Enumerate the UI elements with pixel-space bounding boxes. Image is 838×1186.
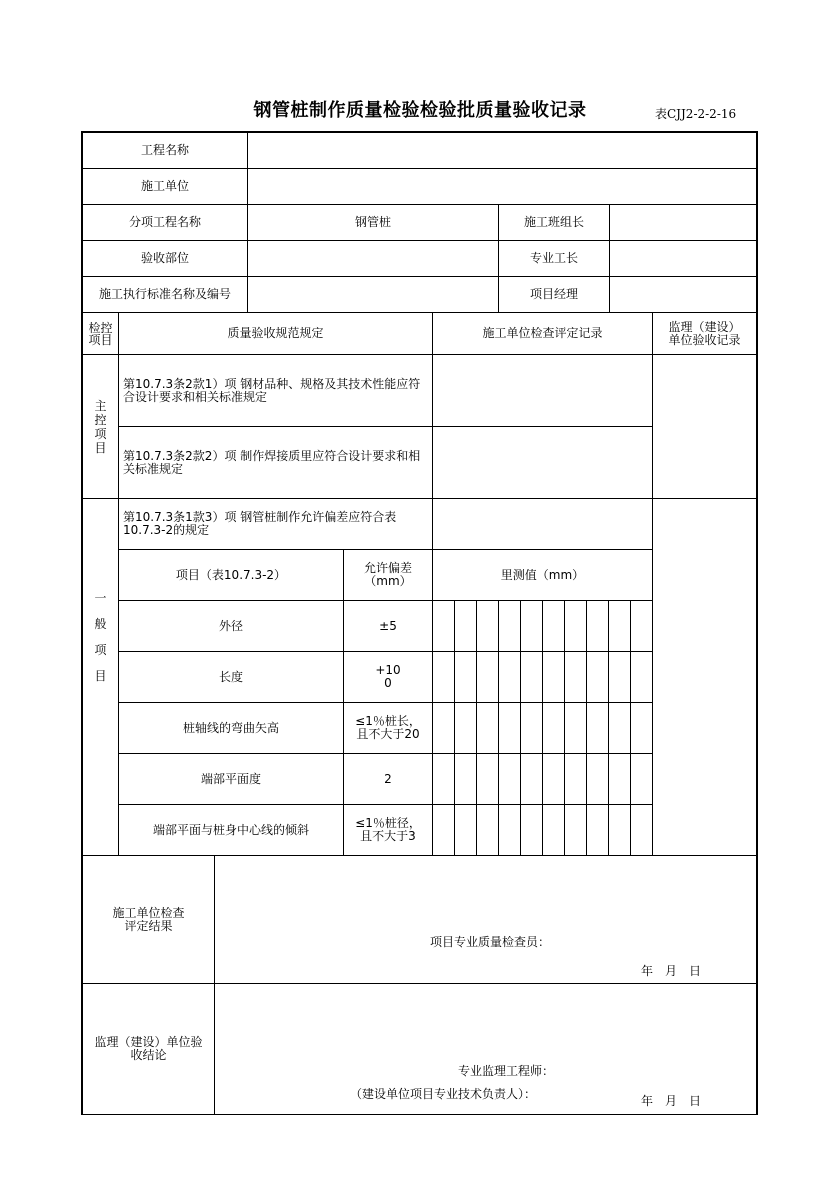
- category-header: 检控项目: [82, 312, 119, 355]
- measurement-cell[interactable]: [564, 804, 587, 856]
- inspector-label: 项目专业质量检查员：: [430, 935, 551, 949]
- project-name-field[interactable]: [247, 132, 757, 169]
- general-item-name: 桩轴线的弯曲矢高: [118, 702, 344, 754]
- measurement-cell[interactable]: [630, 702, 653, 754]
- general-item-tolerance: ≤1％桩长， 且不大于20: [343, 702, 433, 754]
- measurement-cell[interactable]: [432, 804, 455, 856]
- measurement-cell[interactable]: [564, 651, 587, 703]
- form-code: 表CJJ2-2-2-16: [655, 107, 737, 121]
- measurement-cell[interactable]: [586, 702, 609, 754]
- measurement-cell[interactable]: [586, 600, 609, 652]
- general-items-label: 一般项目: [82, 498, 119, 856]
- general-item-tolerance: ±5: [343, 600, 433, 652]
- supervisor-date[interactable]: 年 月 日: [641, 1094, 702, 1108]
- measurement-cell[interactable]: [608, 600, 631, 652]
- manager-field[interactable]: [609, 276, 757, 313]
- measurement-cell[interactable]: [586, 651, 609, 703]
- team-leader-label: 施工班组长: [498, 204, 610, 241]
- measurement-cell[interactable]: [564, 753, 587, 805]
- general-intro-spec: 第10.7.3条1款3）项 钢管桩制作允许偏差应符合表10.7.3-2的规定: [118, 498, 433, 550]
- measurement-cell[interactable]: [498, 651, 521, 703]
- measurement-cell[interactable]: [520, 600, 543, 652]
- general-item-tolerance: 2: [343, 753, 433, 805]
- main-item-1-record[interactable]: [432, 354, 653, 427]
- location-label: 验收部位: [82, 240, 248, 277]
- contractor-record-header: 施工单位检查评定记录: [432, 312, 653, 355]
- general-item-name: 端部平面与桩身中心线的倾斜: [118, 804, 344, 856]
- contractor-label: 施工单位: [82, 168, 248, 205]
- main-item-2-spec: 第10.7.3条2款2）项 制作焊接质里应符合设计要求和相关标准规定: [118, 426, 433, 499]
- supervisor-record-header: 监理（建设）单位验收记录: [652, 312, 757, 355]
- main-item-1-spec: 第10.7.3条2款1）项 钢材品种、规格及其技术性能应符合设计要求和相关标准规定: [118, 354, 433, 427]
- measurement-cell[interactable]: [520, 804, 543, 856]
- measurement-cell[interactable]: [564, 702, 587, 754]
- general-item-tolerance: ≤1％桩径， 且不大于3: [343, 804, 433, 856]
- measurement-cell[interactable]: [542, 753, 565, 805]
- standard-label: 施工执行标准名称及编号: [82, 276, 248, 313]
- measurement-cell[interactable]: [454, 600, 477, 652]
- contractor-field[interactable]: [247, 168, 757, 205]
- measurement-cell[interactable]: [520, 753, 543, 805]
- measurement-cell[interactable]: [498, 753, 521, 805]
- measurement-cell[interactable]: [630, 600, 653, 652]
- measurement-cell[interactable]: [476, 600, 499, 652]
- contractor-date[interactable]: 年 月 日: [641, 964, 702, 978]
- general-item-name: 外径: [118, 600, 344, 652]
- measurement-cell[interactable]: [564, 600, 587, 652]
- measurement-cell[interactable]: [454, 804, 477, 856]
- measurement-cell[interactable]: [608, 804, 631, 856]
- engineer-label: 专业监理工程师：: [458, 1064, 555, 1078]
- main-items-supervisor-record[interactable]: [652, 354, 757, 499]
- main-items-label: 主控项目: [82, 354, 119, 499]
- measurement-cell[interactable]: [476, 753, 499, 805]
- item-header: 项目（表10.7.3-2）: [118, 549, 344, 601]
- measurement-cell[interactable]: [498, 702, 521, 754]
- measurement-cell[interactable]: [476, 804, 499, 856]
- foreman-field[interactable]: [609, 240, 757, 277]
- supervisor-result-label: 监理（建设）单位验收结论: [82, 983, 215, 1115]
- location-field[interactable]: [247, 240, 499, 277]
- measurement-cell[interactable]: [542, 600, 565, 652]
- measurement-cell[interactable]: [586, 804, 609, 856]
- standard-field[interactable]: [247, 276, 499, 313]
- page-title: 钢管桩制作质量检验检验批质量验收记录: [253, 100, 587, 121]
- measurement-cell[interactable]: [454, 651, 477, 703]
- measurement-cell[interactable]: [454, 753, 477, 805]
- foreman-label: 专业工长: [498, 240, 610, 277]
- general-items-supervisor-record[interactable]: [652, 498, 757, 856]
- measurement-cell[interactable]: [476, 702, 499, 754]
- measurement-cell[interactable]: [608, 702, 631, 754]
- general-intro-record[interactable]: [432, 498, 653, 550]
- measurement-cell[interactable]: [520, 651, 543, 703]
- measurement-cell[interactable]: [432, 702, 455, 754]
- measurement-cell[interactable]: [498, 804, 521, 856]
- measurement-cell[interactable]: [542, 804, 565, 856]
- spec-header: 质量验收规范规定: [118, 312, 433, 355]
- measurement-cell[interactable]: [432, 753, 455, 805]
- measurement-cell[interactable]: [432, 651, 455, 703]
- measurement-cell[interactable]: [586, 753, 609, 805]
- main-item-2-record[interactable]: [432, 426, 653, 499]
- measurement-cell[interactable]: [542, 702, 565, 754]
- team-leader-field[interactable]: [609, 204, 757, 241]
- measurement-cell[interactable]: [454, 702, 477, 754]
- subitem-label: 分项工程名称: [82, 204, 248, 241]
- measurement-cell[interactable]: [520, 702, 543, 754]
- general-item-tolerance: +10 0: [343, 651, 433, 703]
- general-item-name: 长度: [118, 651, 344, 703]
- contractor-result-label: 施工单位检查评定结果: [82, 855, 215, 984]
- project-name-label: 工程名称: [82, 132, 248, 169]
- general-item-name: 端部平面度: [118, 753, 344, 805]
- measurement-cell[interactable]: [498, 600, 521, 652]
- measurement-cell[interactable]: [608, 753, 631, 805]
- measurement-cell[interactable]: [630, 651, 653, 703]
- tolerance-header: 允许偏差（mm）: [343, 549, 433, 601]
- measurement-cell[interactable]: [630, 753, 653, 805]
- measurement-cell[interactable]: [476, 651, 499, 703]
- measurement-cell[interactable]: [542, 651, 565, 703]
- manager-label: 项目经理: [498, 276, 610, 313]
- measurement-cell[interactable]: [432, 600, 455, 652]
- measurement-cell[interactable]: [630, 804, 653, 856]
- measured-header: 里测值（mm）: [432, 549, 653, 601]
- subitem-field[interactable]: 钢管桩: [247, 204, 499, 241]
- measurement-cell[interactable]: [608, 651, 631, 703]
- owner-label: （建设单位项目专业技术负责人）：: [350, 1087, 537, 1101]
